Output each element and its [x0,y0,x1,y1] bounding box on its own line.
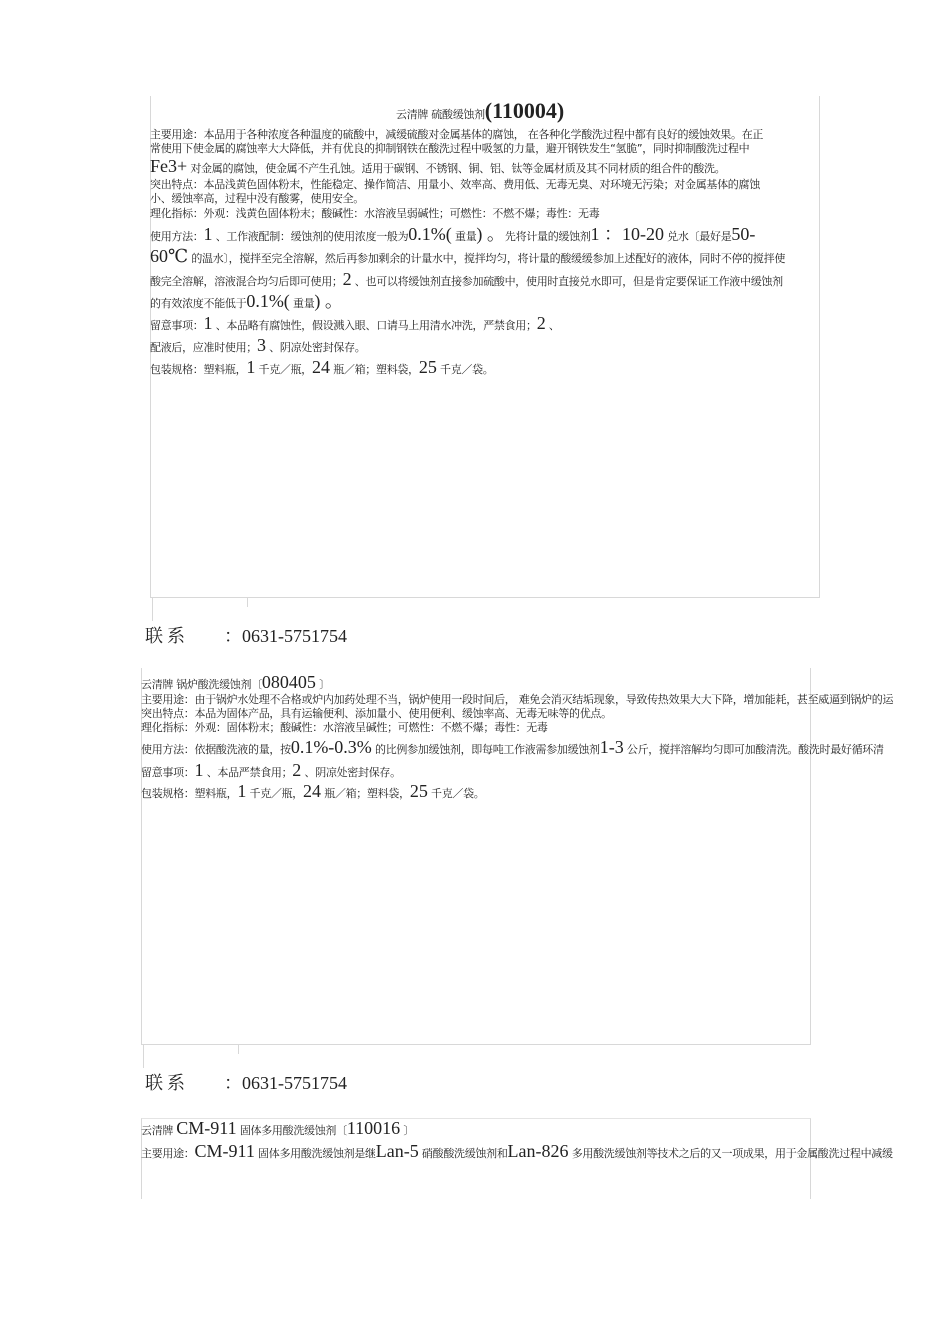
contact2-phone: ：0631-5751754 [224,1073,347,1093]
section1-method-line4: 的有效浓度不能低于0.1%( 重量) 。 [150,291,343,311]
section2-feature: 突出特点：本品为固体产品，具有运输便利、添加量小、使用便利、缓蚀率高、无毒无味等的优点。 [141,707,612,720]
section1-method-line3: 酸完全溶解，溶液混合均匀后即可使用；2 、也可以将缓蚀剂直接参加硫酸中，使用时直接兑水即可，但是肯定要保证工作液中缓蚀剂 [150,269,783,289]
section1-stub [152,597,153,621]
contact1 [145,622,347,648]
section2-notice: 留意事项：1 、本品严禁食用；2 、阴凉处密封保存。 [141,760,401,780]
contact2-label: 联系 [145,1073,189,1093]
section1-method-line2: 60℃ 的温水〕，搅拌至完全溶解，然后再参加剩余的计量水中，搅拌均匀，将计量的酸缓缓参加上述配好的液体，同时不停的搅拌使 [150,246,786,266]
section2-stub-right [238,1044,239,1054]
section1-feature-line1: 突出特点：本品浅黄色固体粉末，性能稳定、操作简洁、用量小、效率高、费用低、无毒无臭、对环境无污染；对金属基体的腐蚀 [150,178,760,191]
section3-usage: 主要用途：CM-911 固体多用酸洗缓蚀剂是继Lan-5 硝酸酸洗缓蚀剂和Lan-826 多用酸洗缓蚀剂等技术之后的又一项成果，用于金属酸洗过程中减缓 [141,1144,893,1161]
section1-usage-line1: 主要用途：本品用于各种浓度各种温度的硫酸中，减缓硫酸对金属基体的腐蚀， 在各种化学酸洗过程中都有良好的缓蚀效果。在正 [150,128,764,141]
section2-usage: 主要用途：由于锅炉水处理不合格或炉内加药处理不当，锅炉使用一段时间后， 难免会消灭结垢现象，导致传热效果大大下降，增加能耗，甚至威逼到锅炉的运 [141,693,894,706]
section2-title: 云清牌 锅炉酸洗缓蚀剂〔080405 〕 [141,672,330,692]
section1-usage-line3: Fe3+ 对金属的腐蚀，使金属不产生孔蚀。适用于碳钢、不锈钢、铜、铝、钛等金属材质及其不同材质的组合件的酸洗。 [150,156,726,176]
section1-notice-line2: 配液后，应准时使用；3 、阴凉处密封保存。 [150,335,366,355]
section2-method: 使用方法：依据酸洗液的量，按0.1%-0.3% 的比例参加缓蚀剂，即每吨工作液需参加缓蚀剂1-3 公斤，搅拌溶解均匀即可加酸清洗。酸洗时最好循环清 [141,740,884,757]
section2-spec: 理化指标：外观：固体粉末；酸碱性：水溶液呈碱性；可燃性：不燃不爆；毒性：无毒 [141,721,548,734]
section2-packaging: 包装规格：塑料瓶，1 千克／瓶，24 瓶／箱；塑料袋，25 千克／袋。 [141,781,485,801]
section1-feature-line2: 小、缓蚀率高，过程中没有酸雾，使用安全。 [150,192,364,205]
section1-notice-line1: 留意事项：1 、本品略有腐蚀性，假设溅入眼、口请马上用清水冲洗，严禁食用；2 、 [150,313,560,333]
section1-packaging: 包装规格：塑料瓶，1 千克／瓶，24 瓶／箱；塑料袋，25 千克／袋。 [150,357,494,377]
contact1-phone: ：0631-5751754 [224,626,347,646]
section1-stub-right [247,597,248,607]
section1-title: 云清牌 硫酸缓蚀剂(110004) [396,98,565,123]
section3-title: 云清牌 CM-911 固体多用酸洗缓蚀剂〔110016 〕 [141,1118,415,1138]
contact1-label: 联系 [145,626,189,646]
section1-spec: 理化指标：外观：浅黄色固体粉末；酸碱性：水溶液呈弱碱性；可燃性：不燃不爆；毒性：无毒 [150,207,600,220]
section2-stub [143,1044,144,1068]
section1-usage-line2: 常使用下使金属的腐蚀率大大降低，并有优良的抑制钢铁在酸洗过程中吸氢的力量，避开钢铁发生“氢脆”，同时抑制酸洗过程中 [150,142,750,155]
section1-method-line1: 使用方法：1 、工作液配制：缓蚀剂的使用浓度一般为0.1%( 重量) 。先将计量的缓蚀剂1 ：10-20 兑水〔最好是50- [150,224,756,244]
contact2 [145,1069,347,1095]
